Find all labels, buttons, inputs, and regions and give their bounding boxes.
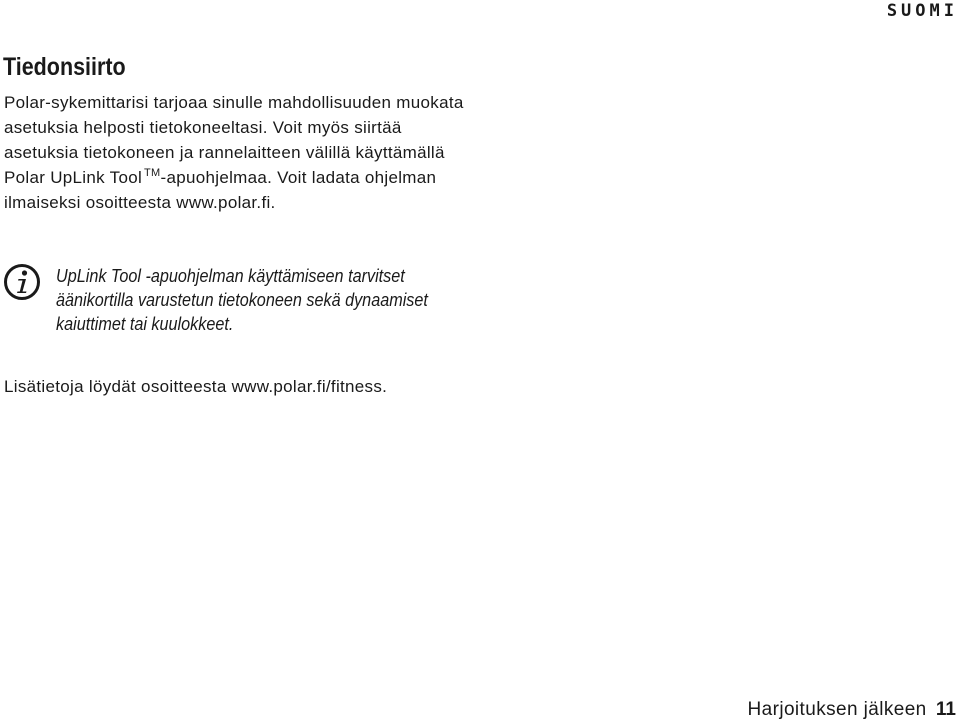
intro-text-part1: Polar-sykemittarisi tarjoaa sinulle mahdollisuuden muokata asetuksia helposti tietokoneeltasi. Voit myös siirtää asetuksia tietokoneen ja rannelaitteen välillä käyttämällä Polar UpLink Tool — [4, 93, 464, 187]
intro-text-part2: -apuohjelmaa. Voit ladata ohjelman ilmaiseksi osoitteesta www.polar.fi. — [4, 168, 437, 212]
intro-paragraph — [4, 90, 474, 215]
page-number: 11 — [935, 699, 956, 720]
language-label: SUOMI — [886, 1, 958, 21]
info-icon — [3, 263, 41, 301]
note-text: UpLink Tool -apuohjelman käyttämiseen tarvitset äänikortilla varustetun tietokoneen sekä dynaamiset kaiuttimet tai kuulokkeet. — [56, 266, 428, 334]
trademark-mark: TM — [144, 167, 161, 180]
page-title: Tiedonsiirto — [3, 53, 126, 81]
more-info-text: Lisätietoja löydät osoitteesta www.polar.fi/fitness. — [4, 377, 388, 396]
page-footer — [748, 698, 956, 722]
footer-section-name: Harjoituksen jälkeen — [747, 699, 927, 720]
